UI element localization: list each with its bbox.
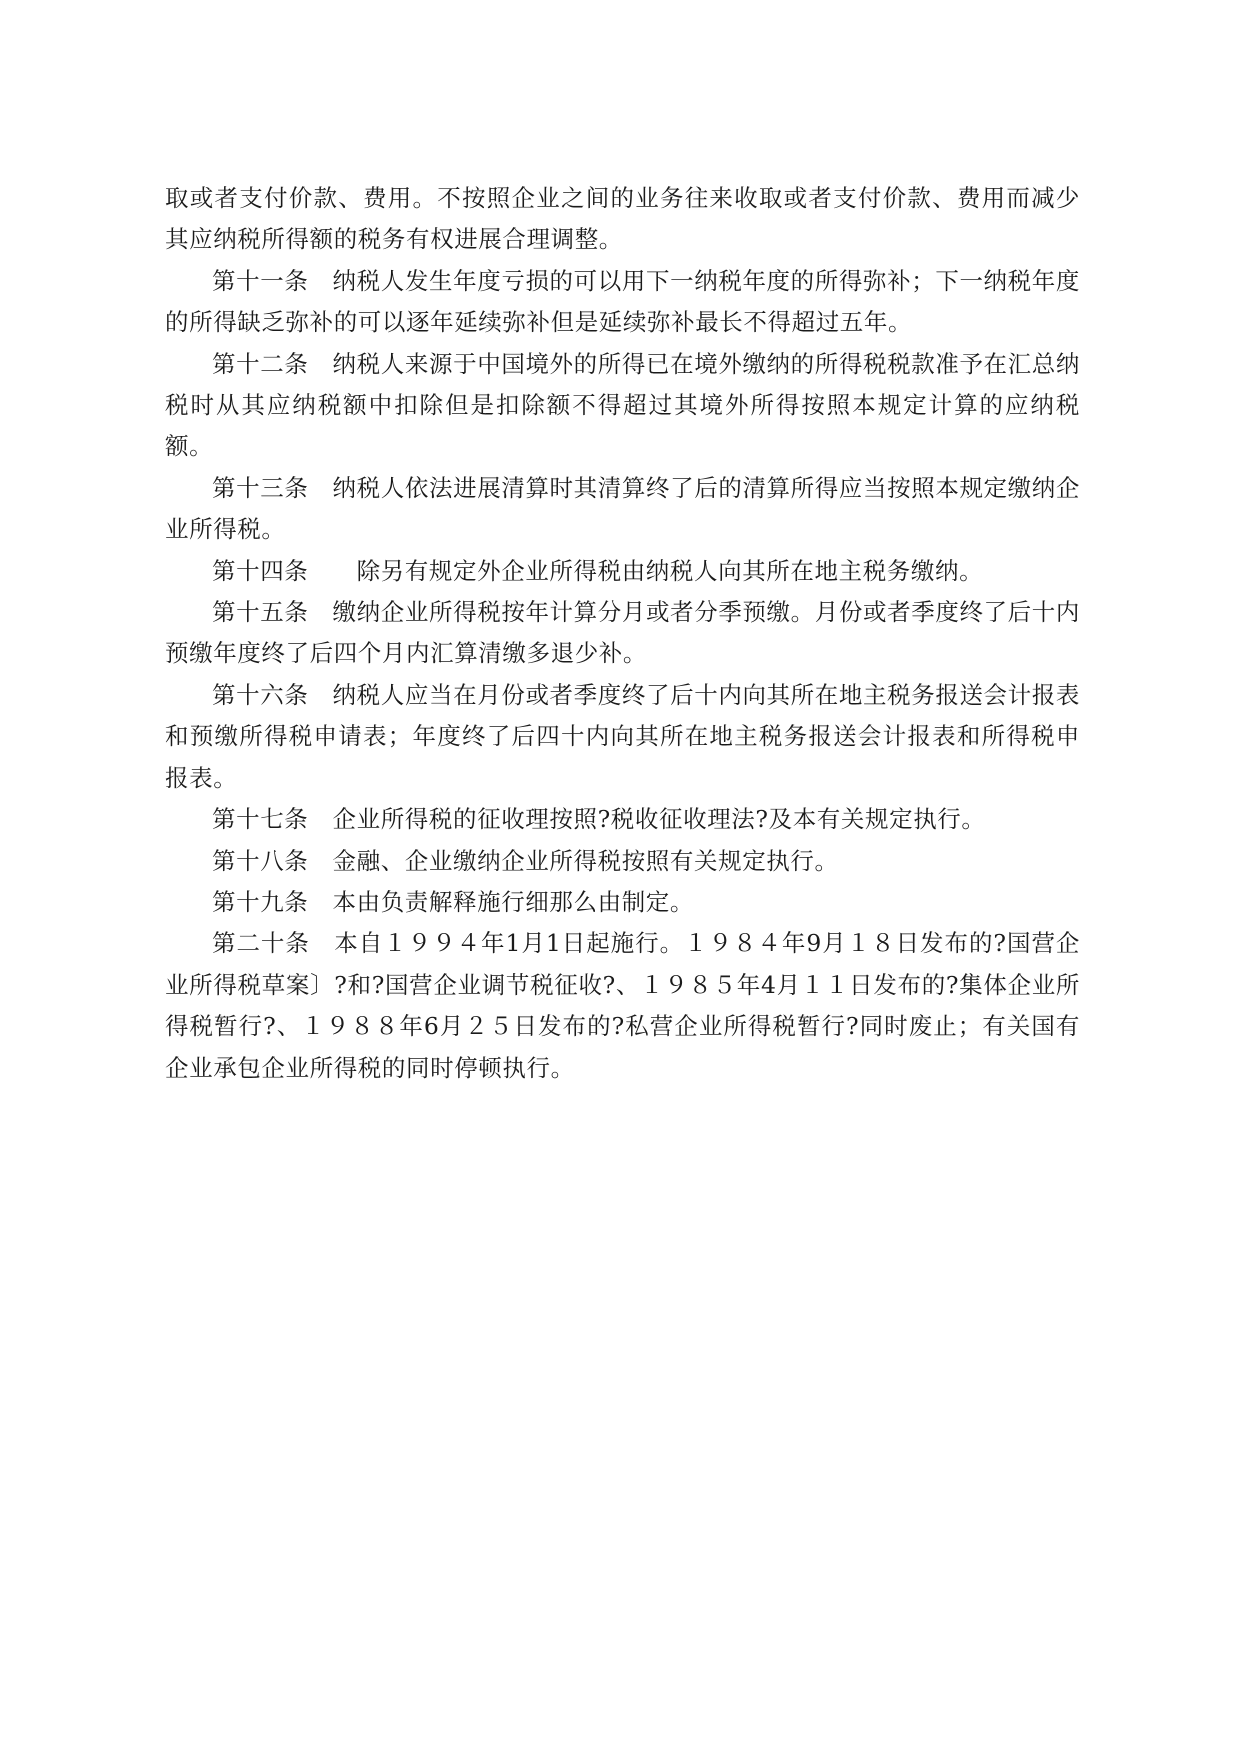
article-paragraph: 第十五条 缴纳企业所得税按年计算分月或者分季预缴。月份或者季度终了后十内预缴年度终了后四个月内汇算清缴多退少补。 <box>165 598 1080 668</box>
article-paragraph: 第十九条 本由负责解释施行细那么由制定。 <box>212 887 694 916</box>
document-body <box>165 178 1080 1089</box>
article-paragraph: 第十七条 企业所得税的征收理按照?税收征收理法?及本有关规定执行。 <box>212 805 986 834</box>
article-paragraph: 第十一条 纳税人发生年度亏损的可以用下一纳税年度的所得弥补；下一纳税年度的所得缺乏弥补的可以逐年延续弥补但是延续弥补最长不得超过五年。 <box>165 266 1080 337</box>
article-paragraph: 第二十条 本自１９９４年1月1日起施行。１９８４年9月１８日发布的?国营企业所得税草案〕?和?国营企业调节税征收?、１９８５年4月１１日发布的?集体企业所得税暂行?、１９８８年6月２５日发布的?私营企业所得税暂行?同时废止；有关国有企业承包企业所得税的同时停顿执行。 <box>165 929 1080 1082</box>
article-paragraph: 第十四条 除另有规定外企业所得税由纳税人向其所在地主税务缴纳。 <box>212 556 984 585</box>
article-paragraph: 取或者支付价款、费用。不按照企业之间的业务往来收取或者支付价款、费用而减少其应纳税所得额的税务有权进展合理调整。 <box>165 184 1080 254</box>
article-paragraph: 第十八条 金融、企业缴纳企业所得税按照有关规定执行。 <box>212 846 839 875</box>
article-paragraph: 第十三条 纳税人依法进展清算时其清算终了后的清算所得应当按照本规定缴纳企业所得税。 <box>165 473 1080 544</box>
article-paragraph: 第十六条 纳税人应当在月份或者季度终了后十内向其所在地主税务报送会计报表和预缴所得税申请表；年度终了后四十内向其所在地主税务报送会计报表和所得税申报表。 <box>165 680 1080 792</box>
article-paragraph: 第十二条 纳税人来源于中国境外的所得已在境外缴纳的所得税税款准予在汇总纳税时从其应纳税额中扣除但是扣除额不得超过其境外所得按照本规定计算的应纳税额。 <box>165 349 1080 461</box>
